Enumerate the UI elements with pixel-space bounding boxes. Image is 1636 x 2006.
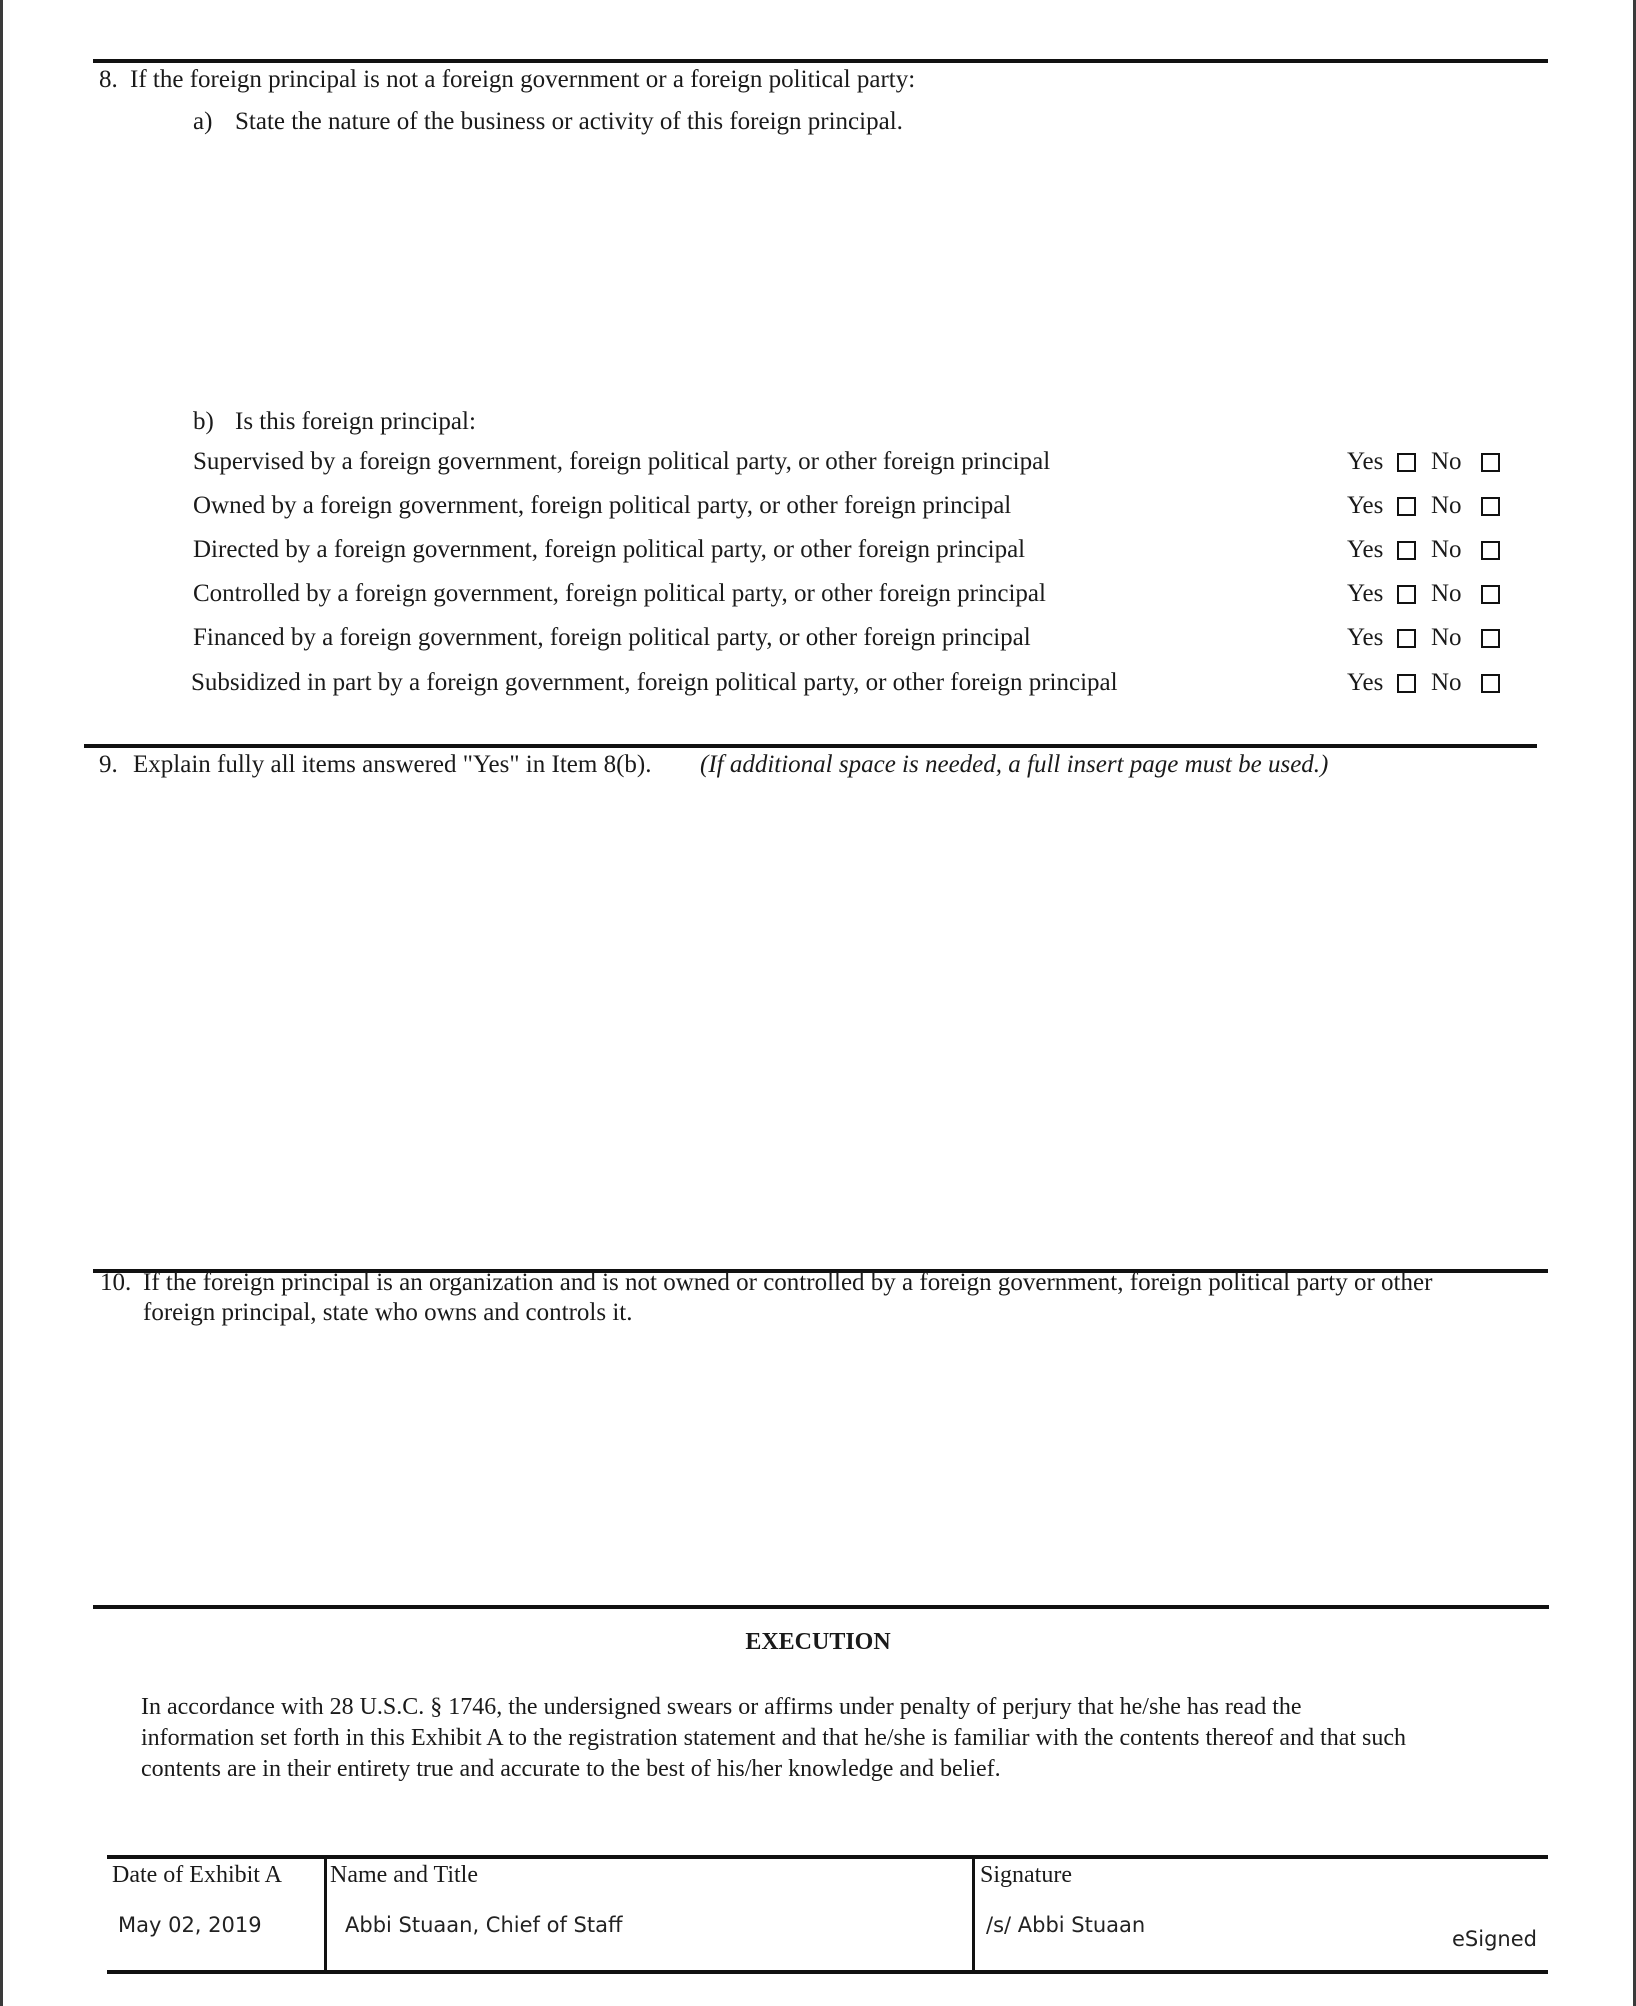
yes-checkbox[interactable]: [1397, 541, 1416, 560]
item8b-question-text: Directed by a foreign government, foreign political party, or other foreign principal: [193, 536, 1026, 563]
signature-table-divider: [324, 1857, 327, 1974]
yes-checkbox[interactable]: [1397, 497, 1416, 516]
yes-checkbox[interactable]: [1397, 674, 1416, 693]
execution-statement: [141, 1692, 1561, 1785]
section-divider-item8: [93, 59, 1548, 63]
no-checkbox[interactable]: [1481, 585, 1500, 604]
no-label: No: [1431, 536, 1462, 563]
yes-no-group: [1347, 579, 1500, 609]
yes-no-group: [1347, 668, 1500, 698]
item9-note: (If additional space is needed, a full insert page must be used.): [700, 751, 1329, 778]
signature-header: Signature: [980, 1862, 1072, 1888]
name-title-header: Name and Title: [330, 1862, 478, 1888]
esigned-label: eSigned: [1452, 1927, 1537, 1951]
yes-label: Yes: [1347, 492, 1384, 519]
date-header: Date of Exhibit A: [112, 1862, 282, 1888]
execution-line: information set forth in this Exhibit A to the registration statement and that he/she is familiar with the contents thereof and that such: [141, 1725, 1407, 1751]
item8b-question-text: Subsidized in part by a foreign government, foreign political party, or other foreign principal: [191, 669, 1118, 696]
no-label: No: [1431, 624, 1462, 651]
yes-no-group: [1347, 447, 1500, 477]
item8b-question-text: Supervised by a foreign government, foreign political party, or other foreign principal: [193, 448, 1051, 475]
name-title-value: Abbi Stuaan, Chief of Staff: [345, 1913, 623, 1937]
item9-number: 9.: [99, 751, 118, 778]
date-value: May 02, 2019: [118, 1913, 262, 1937]
yes-checkbox[interactable]: [1397, 629, 1416, 648]
section-divider-item9: [84, 744, 1537, 748]
yes-label: Yes: [1347, 624, 1384, 651]
item8b-question-text: Owned by a foreign government, foreign political party, or other foreign principal: [193, 492, 1012, 519]
no-checkbox[interactable]: [1481, 674, 1500, 693]
page-border-left: [0, 0, 3, 2006]
item10-line1: If the foreign principal is an organization and is not owned or controlled by a foreign government, foreign political party or other: [143, 1269, 1433, 1296]
no-label: No: [1431, 669, 1462, 696]
execution-line: In accordance with 28 U.S.C. § 1746, the undersigned swears or affirms under penalty of perjury that he/she has read the: [141, 1694, 1302, 1720]
item10-number: 10.: [100, 1269, 132, 1296]
no-label: No: [1431, 580, 1462, 607]
yes-label: Yes: [1347, 580, 1384, 607]
execution-title: EXECUTION: [745, 1629, 891, 1655]
no-checkbox[interactable]: [1481, 497, 1500, 516]
yes-checkbox[interactable]: [1397, 453, 1416, 472]
no-checkbox[interactable]: [1481, 541, 1500, 560]
item8-number: 8.: [99, 66, 118, 93]
yes-label: Yes: [1347, 669, 1384, 696]
yes-label: Yes: [1347, 536, 1384, 563]
yes-no-group: [1347, 623, 1500, 653]
item8b-question-text: Financed by a foreign government, foreign political party, or other foreign principal: [193, 624, 1031, 651]
section-divider-execution: [93, 1605, 1549, 1609]
item8b-label: b): [193, 408, 214, 435]
signature-table-divider: [972, 1857, 975, 1974]
item9-text: Explain fully all items answered "Yes" in Item 8(b).: [133, 751, 652, 778]
item8b-question-text: Controlled by a foreign government, foreign political party, or other foreign principal: [193, 580, 1046, 607]
yes-no-group: [1347, 535, 1500, 565]
no-label: No: [1431, 448, 1462, 475]
item8b-text: Is this foreign principal:: [235, 408, 476, 435]
yes-checkbox[interactable]: [1397, 585, 1416, 604]
item10-line2: foreign principal, state who owns and controls it.: [143, 1299, 633, 1326]
no-checkbox[interactable]: [1481, 453, 1500, 472]
yes-no-group: [1347, 491, 1500, 521]
item8a-label: a): [193, 108, 213, 135]
item8a-text: State the nature of the business or activity of this foreign principal.: [235, 108, 903, 135]
item8-question: If the foreign principal is not a foreign government or a foreign political party:: [130, 66, 916, 93]
signature-value: /s/ Abbi Stuaan: [986, 1913, 1146, 1937]
no-checkbox[interactable]: [1481, 629, 1500, 648]
execution-line: contents are in their entirety true and accurate to the best of his/her knowledge and belief.: [141, 1756, 1001, 1782]
yes-label: Yes: [1347, 448, 1384, 475]
no-label: No: [1431, 492, 1462, 519]
